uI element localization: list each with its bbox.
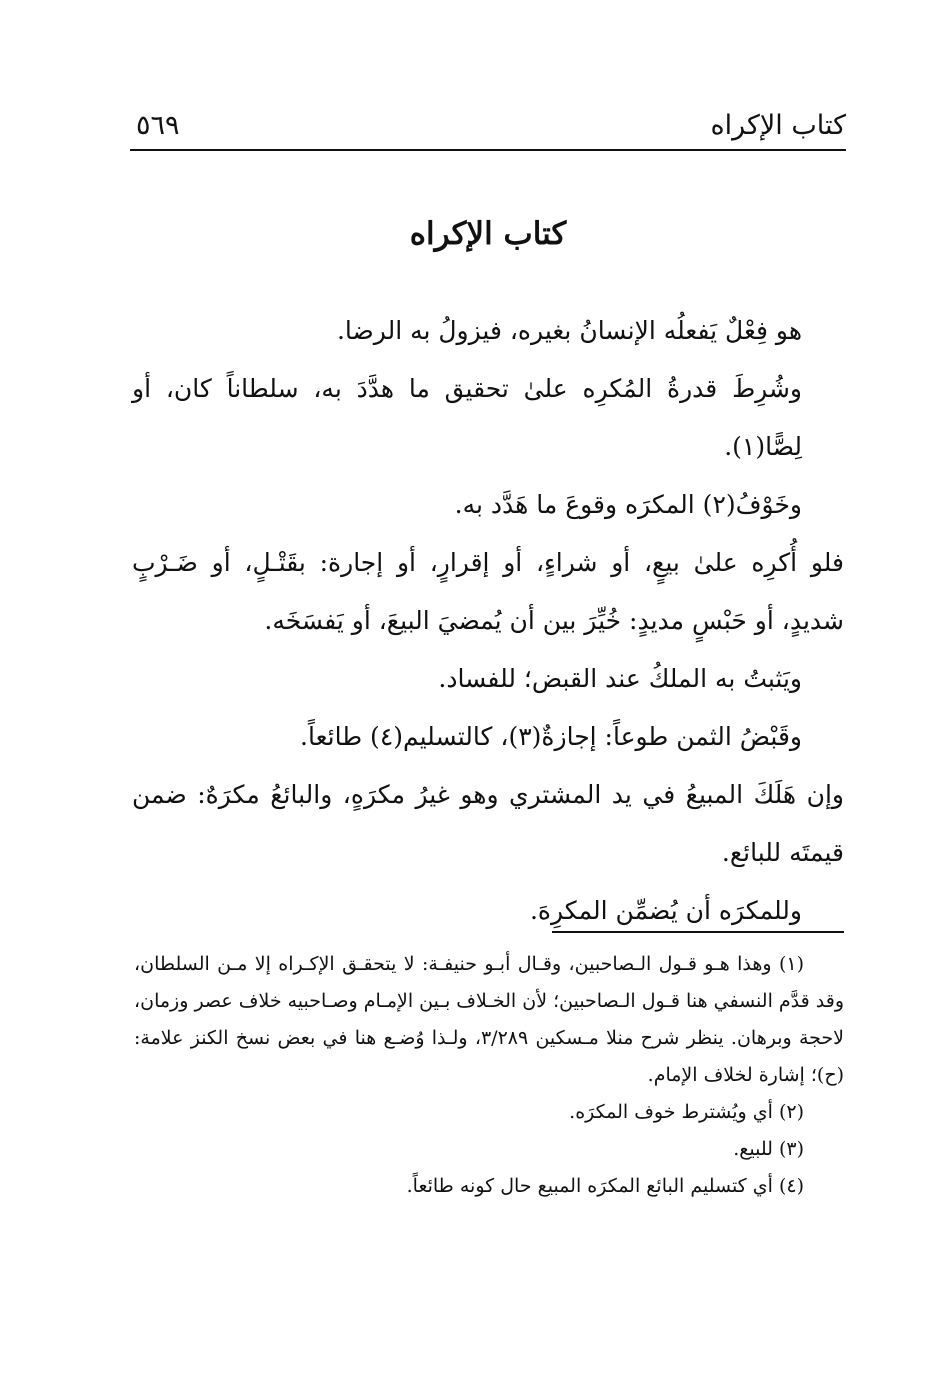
footnotes: [134, 946, 844, 1205]
main-text: [132, 302, 844, 940]
paragraph-price-receipt: وقَبْضُ الثمن طوعاً: إجازةٌ(٣)، كالتسليم(٤) طائعاً.: [300, 722, 802, 751]
footnote-4: (٤) أي كتسليم البائع المكرَه المبيع حال كونه طائعاً.: [406, 1175, 804, 1197]
footnote-2: (٢) أي ويُشترط خوف المكرَه.: [569, 1101, 804, 1123]
running-title: كتاب الإكراه: [710, 110, 846, 141]
paragraph-definition: هو فِعْلٌ يَفعلُه الإنسانُ بغيره، فيزولُ به الرضا.: [336, 316, 802, 345]
footnote-rule: [552, 931, 844, 933]
page-number: ٥٦٩: [136, 110, 180, 141]
chapter-title: كتاب الإكراه: [409, 216, 567, 252]
paragraph-condition-ability: وشُرِطَ قدرةُ المُكرِه علىٰ تحقيق ما هدَّدَ به، سلطاناً كان، أو لِصًّا(١).: [132, 374, 802, 461]
footnote-3: (٣) للبيع.: [733, 1138, 804, 1160]
page-header: [130, 103, 846, 149]
header-rule: [130, 149, 846, 151]
paragraph-perished-goods: وإن هَلَكَ المبيعُ في يد المشتري وهو غيرُ مكرَهٍ، والبائعُ مكرَهٌ: ضمن قيمتَه للبائع.: [132, 780, 844, 867]
paragraph-coerced-sale: فلو أُكرِه علىٰ بيعٍ، أو شراءٍ، أو إقرارٍ، أو إجارة: بقَتْـلٍ، أو ضَـرْبٍ شديدٍ، أو حَبْسٍ مديدٍ: خُيِّرَ بين أن يُمضيَ البيعَ، أو يَفسَخَه.: [132, 548, 844, 635]
paragraph-ownership: ويَثبتُ به الملكُ عند القبض؛ للفساد.: [438, 664, 802, 693]
paragraph-condition-fear: وخَوْفُ(٢) المكرَه وقوعَ ما هَدَّد به.: [454, 490, 802, 519]
paragraph-liability: وللمكرَه أن يُضمِّن المكرِهَ.: [529, 896, 802, 925]
footnote-1: (١) وهذا هـو قـول الـصاحبين، وقـال أبـو حنيفـة: لا يتحقـق الإكـراه إلا مـن السلطان، وقد قدَّم النسفي هنا قـول الـصاحبين؛ لأن الخـلاف بـين الإمـام وصـاحبيه خلاف عصر وزمان، لاحجة وبرهان. ينظر شرح منلا مـسكين ٣/٢٨٩، ولـذا وُضـع هنا في بعض نسخ الكنز علامة: (ح)؛ إشارة لخلاف الإمام.: [134, 953, 844, 1086]
